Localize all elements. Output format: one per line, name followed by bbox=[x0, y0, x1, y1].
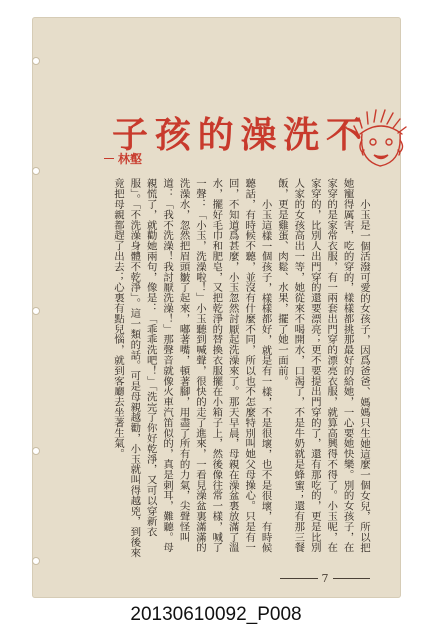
binding-hole bbox=[32, 167, 40, 175]
story-title bbox=[112, 108, 362, 156]
story-body bbox=[60, 178, 372, 558]
binding-hole bbox=[32, 57, 40, 65]
author-name: 林壑 bbox=[118, 152, 143, 166]
page-number-rule bbox=[280, 578, 318, 579]
story-paragraph: 小玉是一個活潑可愛的女孩子，因爲爸爸、媽媽只生她這麼一個女兒，所以把她寵得厲害，吃的穿的，樣樣都挑那最好的給她，一心要她快樂。別的女孩子，在家穿的是家常衣服，有一兩套出門穿的漂亮衣服，就算高興得不得了。小玉呢，在家穿的，比別人出門穿的還要漂亮；更不要提出門穿的了，還有那吃的，更是比別人家的女孩高出一等，她從來不喝開水，口渴了，不是牛奶就是蜂蜜；還有那三餐飯，更是雞蛋、肉鬆、水果，擺了她一面前。 bbox=[275, 178, 370, 553]
page-number bbox=[280, 570, 370, 586]
cartoon-child-head-illustration bbox=[350, 100, 412, 180]
story-paragraph: 小玉這樣一個孩子，樣樣都好，就是有一樣，不是很壞，也不是很壞，有時候聽話，有時候不聽，並沒有什麼不同，所以也不怎麼特別叫她父母操心。只是有一回，不知道爲甚麼，小玉忽然討厭起洗澡來了。那天早晨，母親在澡盆裏放滿了溫水，擺好毛巾和肥皂，又把乾淨的替換衣服擺在小箱子上，然後像往常一樣，喊了一聲：「小玉，洗澡啦！」小玉聽到喊聲，很快的走了進來，一看見澡盆裏滿滿的洗澡水，忽然把眉頭皺了起來，嘟著嘴，頓著腳，用盡了所有的力氣，尖聲怪叫道：「我不洗澡！我討厭洗澡！」那聲音就像火車汽笛似的，真是刺耳，難聽。母親慌了，就勸她兩句，像是：「乖乖洗吧！」「洗完了你好乾淨，又可以穿新衣服」。「不洗澡身體不乾淨」。這一類的話。可是母親越勸，小玉就叫得越兇，到後來竟把母親都趕了出去；心裏有點兒惱，就到客廳去坐著生氣。 bbox=[111, 178, 272, 558]
title-char: 子 bbox=[112, 113, 149, 156]
title-char: 澡 bbox=[240, 113, 277, 156]
title-char: 的 bbox=[197, 113, 234, 156]
title-char: 洗 bbox=[283, 113, 320, 156]
binding-hole bbox=[32, 557, 40, 565]
binding-hole bbox=[32, 447, 40, 455]
image-caption: 20130610092_P008 bbox=[130, 604, 302, 625]
author-byline bbox=[104, 150, 142, 167]
page-number-rule bbox=[333, 578, 371, 579]
binding-hole bbox=[32, 307, 40, 315]
binding-holes bbox=[30, 17, 42, 598]
title-char: 孩 bbox=[154, 113, 191, 156]
byline-dash bbox=[104, 158, 114, 159]
title-char: 不 bbox=[325, 113, 362, 156]
page-number-text: 7 bbox=[321, 571, 329, 585]
